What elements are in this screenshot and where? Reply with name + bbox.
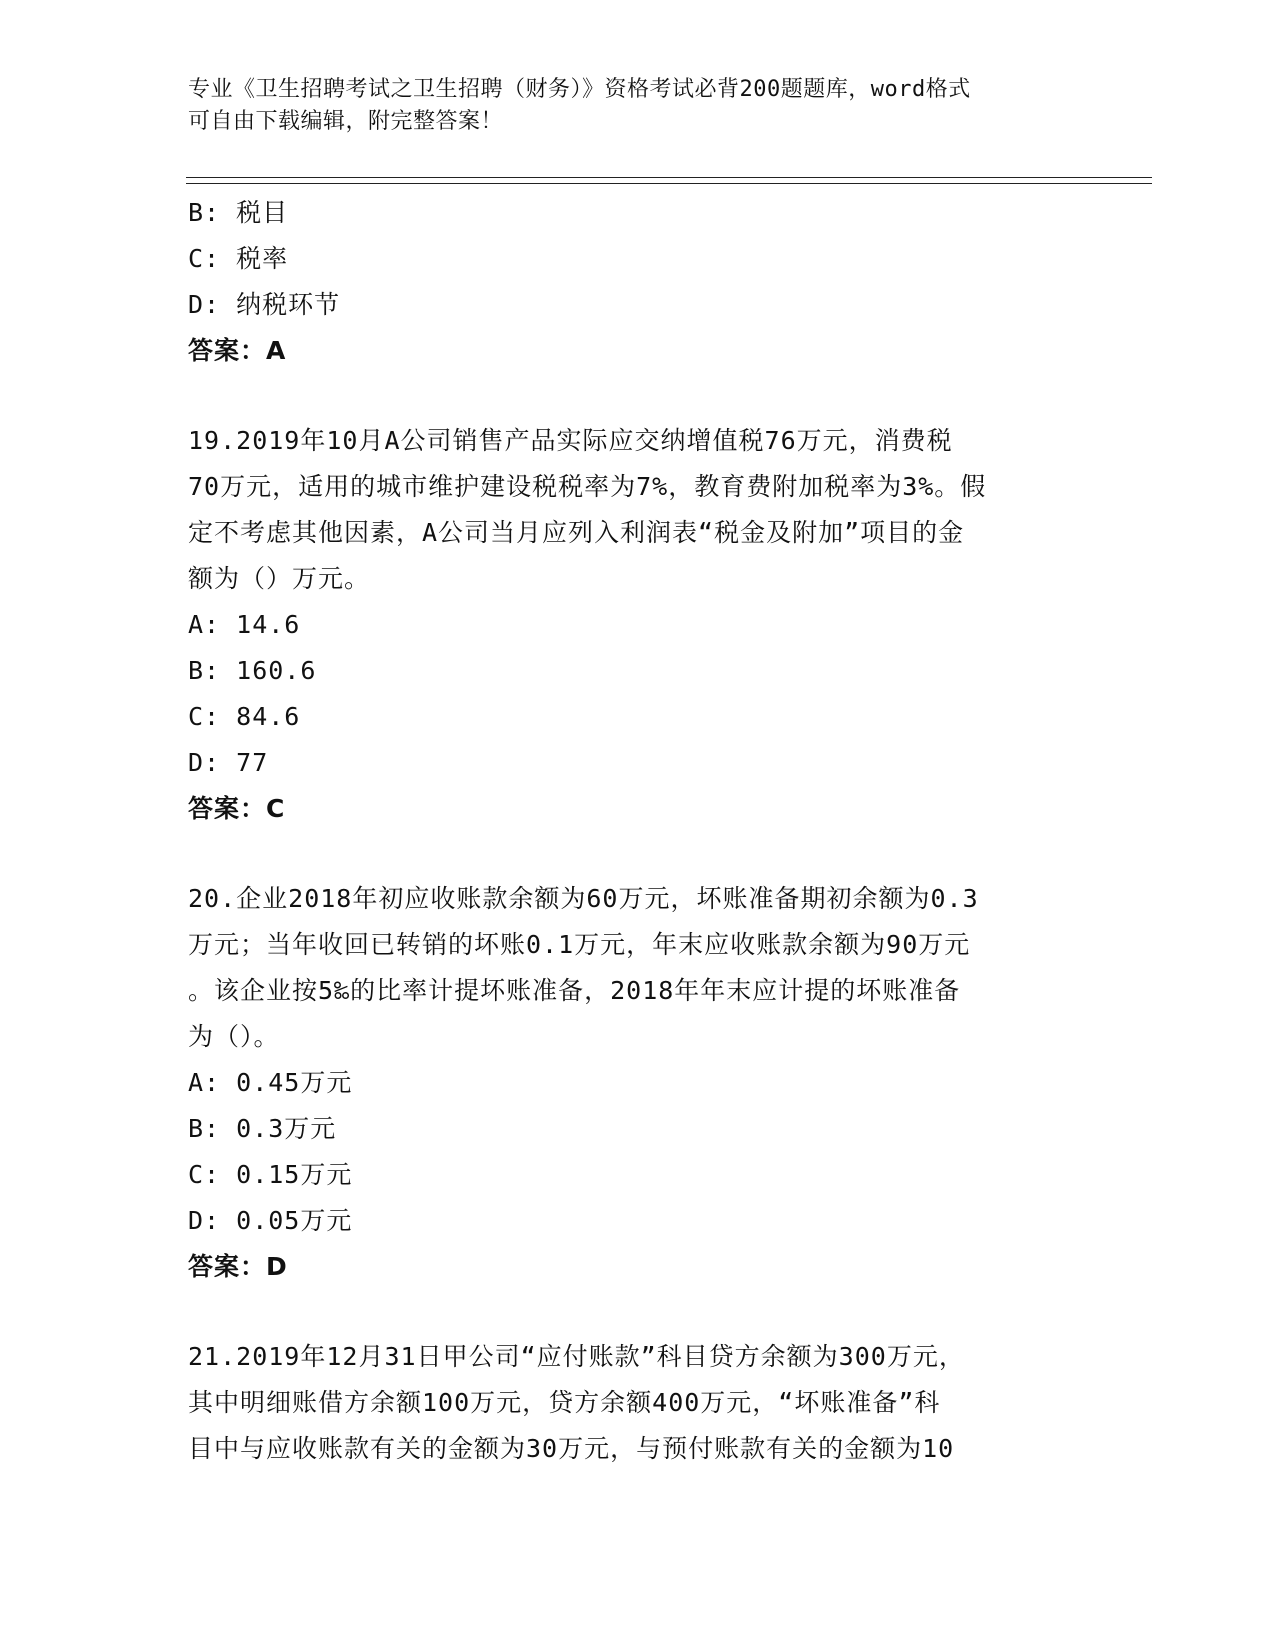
option-c: C: 税率	[188, 244, 289, 273]
question-19	[188, 418, 1088, 832]
option-b: B: 0.3万元	[188, 1114, 337, 1143]
option-d: D: 77	[188, 748, 269, 777]
question-21	[188, 1334, 1088, 1472]
header-line-2: 可自由下载编辑，附完整答案！	[188, 109, 504, 134]
question-stem-line: 。该企业按5‰的比率计提坏账准备，2018年年末应计提的坏账准备	[188, 976, 961, 1005]
question-stem-line: 21.2019年12月31日甲公司“应付账款”科目贷方余额为300万元，	[188, 1342, 965, 1371]
header-rule	[186, 177, 1152, 178]
question-stem-line: 其中明细账借方余额100万元，贷方余额400万元，“坏账准备”科	[188, 1388, 941, 1417]
option-c: C: 0.15万元	[188, 1160, 353, 1189]
header-rule-thin	[186, 183, 1152, 184]
document-body	[188, 190, 1088, 1472]
header-line-1: 专业《卫生招聘考试之卫生招聘（财务）》资格考试必背200题题库，word格式	[188, 77, 971, 102]
prev-question	[188, 190, 1088, 374]
option-a: A: 0.45万元	[188, 1068, 353, 1097]
question-stem-line: 70万元，适用的城市维护建设税税率为7%，教育费附加税率为3%。假	[188, 472, 987, 501]
page-header	[188, 74, 1088, 138]
question-20	[188, 876, 1088, 1290]
option-b: B: 税目	[188, 198, 289, 227]
answer: 答案：D	[188, 1252, 288, 1281]
option-b: B: 160.6	[188, 656, 317, 685]
question-stem-line: 19.2019年10月A公司销售产品实际应交纳增值税76万元，消费税	[188, 426, 953, 455]
option-d: D: 0.05万元	[188, 1206, 353, 1235]
answer: 答案：C	[188, 794, 286, 823]
option-c: C: 84.6	[188, 702, 301, 731]
question-stem-line: 额为（）万元。	[188, 564, 371, 593]
question-stem-line: 万元；当年收回已转销的坏账0.1万元，年末应收账款余额为90万元	[188, 930, 971, 959]
question-stem-line: 目中与应收账款有关的金额为30万元，与预付账款有关的金额为10	[188, 1434, 955, 1463]
question-stem-line: 20.企业2018年初应收账款余额为60万元，坏账准备期初余额为0.3	[188, 884, 979, 913]
option-a: A: 14.6	[188, 610, 301, 639]
answer: 答案：A	[188, 336, 287, 365]
option-d: D: 纳税环节	[188, 290, 341, 319]
question-stem-line: 为（）。	[188, 1022, 280, 1051]
question-stem-line: 定不考虑其他因素，A公司当月应列入利润表“税金及附加”项目的金	[188, 518, 965, 547]
